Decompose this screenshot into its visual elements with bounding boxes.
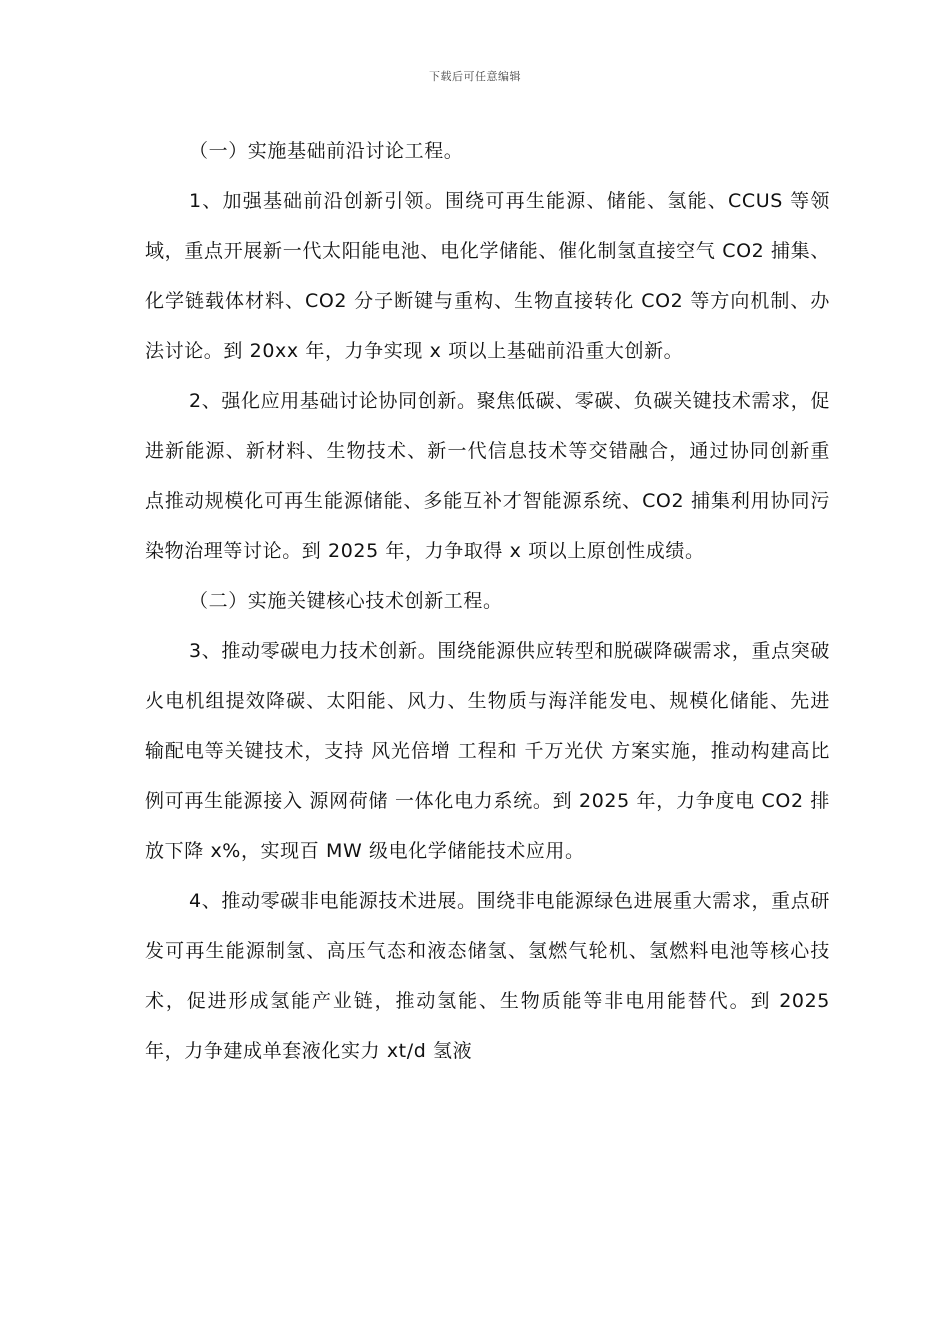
paragraph-3: 3、推动零碳电力技术创新。围绕能源供应转型和脱碳降碳需求，重点突破火电机组提效降碳、太阳能、风力、生物质与海洋能发电、规模化储能、先进输配电等关键技术，支持 风光倍增 工程和 千万光伏 方案实施，推动构建高比例可再生能源接入 源网荷储 一体化电力系统。到 2025 年，力争度电 CO2 排放下降 x%，实现百 MW 级电化学储能技术应用。	[145, 640, 830, 862]
paragraph-4: 4、推动零碳非电能源技术进展。围绕非电能源绿色进展重大需求，重点研发可再生能源制氢、高压气态和液态储氢、氢燃气轮机、氢燃料电池等核心技术，促进形成氢能产业链，推动氢能、生物质能等非电用能替代。到 2025 年，力争建成单套液化实力 xt/d 氢液	[145, 890, 830, 1062]
paragraph-1: 1、加强基础前沿创新引领。围绕可再生能源、储能、氢能、CCUS 等领域，重点开展新一代太阳能电池、电化学储能、催化制氢直接空气 CO2 捕集、化学链载体材料、CO2 分子断键与重构、生物直接转化 CO2 等方向机制、办法讨论。到 20xx 年，力争实现 x 项以上基础前沿重大创新。	[145, 190, 830, 362]
document-body	[145, 126, 830, 1076]
section-heading-1: （一）实施基础前沿讨论工程。	[189, 140, 464, 162]
page-header-note: 下载后可任意编辑	[429, 70, 521, 83]
paragraph-2: 2、强化应用基础讨论协同创新。聚焦低碳、零碳、负碳关键技术需求，促进新能源、新材料、生物技术、新一代信息技术等交错融合，通过协同创新重点推动规模化可再生能源储能、多能互补才智能源系统、CO2 捕集利用协同污染物治理等讨论。到 2025 年，力争取得 x 项以上原创性成绩。	[145, 390, 830, 562]
section-heading-2: （二）实施关键核心技术创新工程。	[189, 590, 503, 612]
